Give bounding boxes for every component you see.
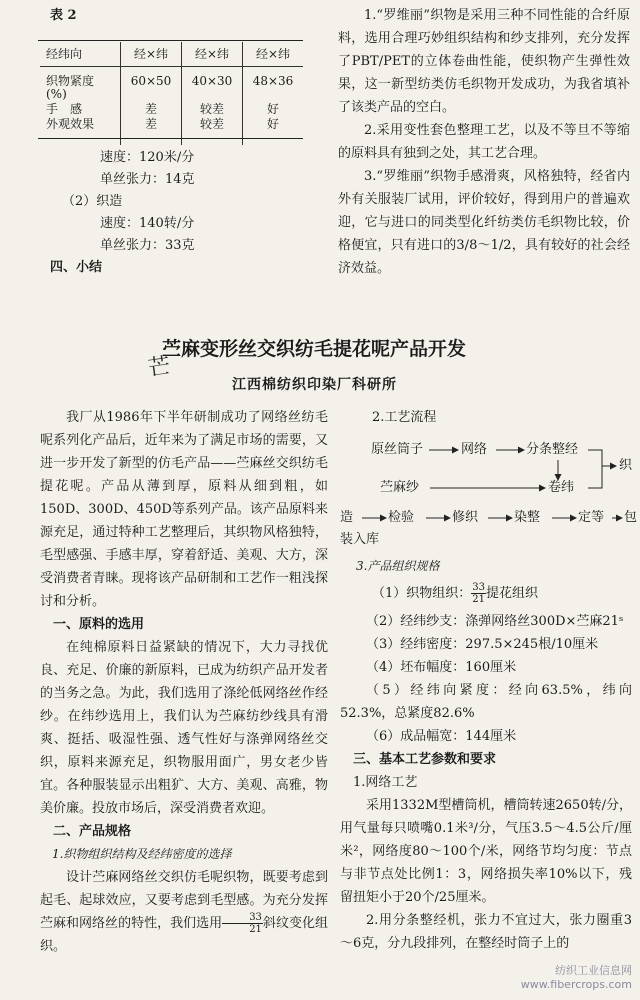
flow-title: 2.工艺流程 bbox=[372, 410, 437, 425]
spec-title: 3.产品组织规格 bbox=[356, 559, 440, 573]
tension-text: 单丝张力：14克 bbox=[100, 172, 195, 187]
watermark bbox=[521, 964, 632, 992]
table-cell: 好 bbox=[243, 102, 304, 117]
table-row-label: 织物紧度(%) bbox=[46, 74, 95, 101]
warping-paragraph: 2.用分条整经机，张力不宜过大，张力圈重3～6克，分九段排列，在整经时筒子上的 bbox=[340, 913, 632, 951]
handwritten-mark: 芒 bbox=[146, 353, 172, 382]
table-cell: 40×30 bbox=[182, 67, 243, 103]
fraction-numerator: 33 bbox=[222, 912, 263, 924]
flow-node-ramie-yarn: 苎麻纱 bbox=[380, 480, 420, 495]
spec-3: （3）经纬密度：297.5×245根/10厘米 bbox=[366, 637, 599, 652]
flow-node-storage: 装入库 bbox=[340, 532, 380, 547]
table-header-2: 经×纬 bbox=[182, 42, 243, 67]
flow-arrow bbox=[588, 466, 602, 488]
spec-4: （4）坯布幅度：160厘米 bbox=[366, 660, 517, 675]
conclusion-3: 3.“罗维丽”织物手感滑爽，风格独特，经省内外有关服装厂试用，评价较好，得到用户的普遍欢迎，它与进口的同类型化纤纺类仿毛织物比较，价格便宜，只有进口的3/8～1/2，具有较好的社会经济效益。 bbox=[338, 169, 630, 276]
section-3-heading: 三、基本工艺参数和要求 bbox=[353, 752, 497, 767]
table-cell: 较差 bbox=[182, 102, 243, 117]
spec-2: （2）经纬纱支：涤弹网络丝300D×苎麻21ˢ bbox=[366, 614, 624, 629]
table-row-label: 外观效果 bbox=[46, 117, 95, 131]
flow-node-network: 网络 bbox=[461, 442, 488, 457]
speed2-text: 速度：140转/分 bbox=[100, 216, 195, 231]
table-cell: 48×36 bbox=[243, 67, 304, 103]
table-top-rule bbox=[38, 40, 303, 41]
twill-fraction bbox=[222, 912, 263, 935]
speed-text: 速度：120米/分 bbox=[100, 150, 195, 165]
design-text-a: 设计苎麻网络丝交织仿毛呢织物，既要考虑到起毛、起球效应，又要考虑到毛型感。为充分发挥苎麻和网络丝的特性，我们选用 bbox=[40, 870, 328, 931]
flow-node-inspect: 检验 bbox=[388, 510, 415, 525]
conclusion-1: 1.“罗维丽”织物是采用三种不同性能的合纤原料，选用合理巧妙组织结构和纱支排列，充分发挥了PBT/PET的立体卷曲性能，使织物产生弹性效果，这一新型纺类仿毛织物开发成功，为我省填补了该类产品的空白。 bbox=[338, 8, 630, 115]
spec-6: （6）成品幅宽：144厘米 bbox=[366, 729, 517, 744]
flow-node-warping: 分条整经 bbox=[526, 442, 579, 457]
table-cell: 60×50 bbox=[121, 67, 182, 103]
flow-node-raw-bobbin: 原丝筒子 bbox=[371, 442, 424, 457]
spec-1-value: 提花组织 bbox=[486, 586, 539, 601]
weaving-heading: （2）织造 bbox=[62, 194, 123, 209]
spec-list bbox=[340, 610, 632, 955]
flow-node-weave: 织 bbox=[619, 458, 633, 473]
spec-5: （5）经纬向紧度：经向63.5%，纬向52.3%，总紧度82.6% bbox=[340, 683, 632, 721]
table-2 bbox=[40, 42, 303, 145]
article-org: 江西棉纺织印染厂科研所 bbox=[232, 377, 397, 393]
flow-node-repair: 修织 bbox=[452, 510, 479, 525]
fraction-denominator: 21 bbox=[249, 924, 262, 935]
table-header-3: 经×纬 bbox=[243, 42, 304, 67]
table-header-0: 经纬向 bbox=[40, 42, 121, 67]
spec-1 bbox=[372, 582, 538, 605]
section-2-heading: 二、产品规格 bbox=[53, 824, 132, 839]
network-paragraph: 采用1332M型槽筒机，槽筒转速2650转/分，用气量每只喷嘴0.1米³/分，气压3.5～4.5公斤/厘米²，网络度80～100个/米，网络节均匀度：节点与非节点处比例1：3，网络损失率10%以下，残留扭矩小于20个/25厘米。 bbox=[340, 798, 632, 905]
flow-node-grading: 定等 bbox=[578, 510, 605, 525]
watermark-line-1: 纺织工业信息网 bbox=[555, 964, 632, 977]
spec-1-fraction bbox=[471, 582, 486, 605]
design-text-b: 斜纹变化组织。 bbox=[40, 916, 328, 954]
fraction-denominator: 21 bbox=[472, 594, 486, 605]
flow-node-pack: 包 bbox=[624, 510, 638, 525]
design-paragraph bbox=[40, 866, 328, 958]
tension2-text: 单丝张力：33克 bbox=[100, 238, 195, 253]
article-title: 苎麻变形丝交织纺毛提花呢产品开发 bbox=[162, 338, 467, 360]
conclusion-block bbox=[338, 4, 630, 280]
table-cell: 较差 bbox=[182, 117, 243, 145]
spec-1-label: （1）织物组织： bbox=[372, 586, 472, 601]
summary-heading: 四、小结 bbox=[50, 260, 103, 275]
section-1-heading: 一、原料的选用 bbox=[53, 617, 145, 632]
watermark-line-2: www.fibercrops.com bbox=[520, 978, 632, 991]
table-bottom-rule bbox=[38, 138, 303, 139]
flow-node-weft-winding: 卷纬 bbox=[548, 480, 575, 495]
table-cell: 差 bbox=[121, 117, 182, 145]
table-row-label: 手 感 bbox=[46, 102, 83, 116]
subsection-1-heading: 1.织物组织结构及经纬密度的选择 bbox=[52, 847, 232, 861]
table-header-1: 经×纬 bbox=[121, 42, 182, 67]
flow-node-dyeing: 染整 bbox=[514, 510, 541, 525]
table-cell: 好 bbox=[243, 117, 304, 145]
conclusion-2: 2.采用变性套色整理工艺，以及不等旦不等缩的原料具有独到之处，其工艺合理。 bbox=[338, 123, 630, 161]
flow-arrow bbox=[588, 450, 616, 466]
material-paragraph: 在纯棉原料日益紧缺的情况下，大力寻找优良、充足、价廉的新原料，已成为纺织产品开发者的当务之急。为此，我们选用了涤纶低网络丝作经纱。在纬纱选用上，我们认为苎麻纺纱线具有滑爽、挺括、吸湿性强、透气性好与涤弹网络丝交织，原料来源充足，织物服用面广，男女老少皆宜。各种服装显示出粗犷、大方、美观、高雅，物美价廉。投放市场后，深受消费者欢迎。 bbox=[40, 640, 328, 816]
left-column bbox=[40, 406, 328, 958]
table-title: 表 2 bbox=[50, 8, 77, 23]
table-cell: 差 bbox=[121, 102, 182, 117]
flow-node-weave-cont: 造 bbox=[340, 510, 354, 525]
network-heading: 1.网络工艺 bbox=[353, 775, 418, 790]
fraction-numerator: 33 bbox=[472, 582, 486, 593]
intro-paragraph: 我厂从1986年下半年研制成功了网络丝纺毛呢系列化产品后，近年来为了满足市场的需要，又进一步开发了新型的仿毛产品——苎麻丝交织纺毛提花呢。产品从薄到厚，原料从细到粗，如150D、300D、450D等系列产品。该产品原料来源充足，通过特种工艺整理后，其织物风格独特，毛型感强、手感丰厚，穿着舒适、美观、大方，深受消费者青睐。现将该产品研制和工艺作一粗浅探讨和分析。 bbox=[40, 410, 328, 609]
